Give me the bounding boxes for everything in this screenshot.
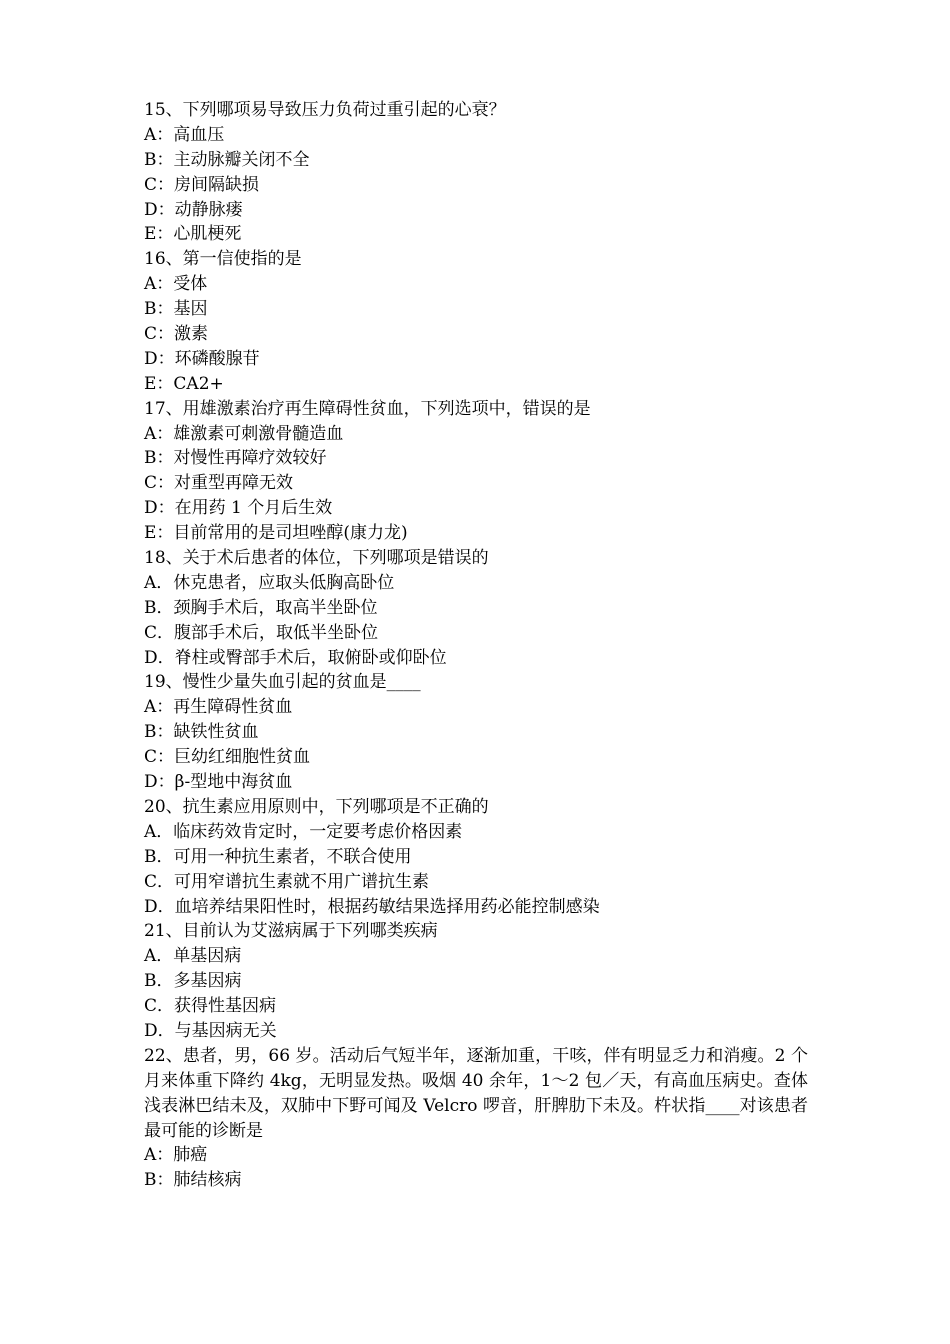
- answer-option: A．临床药效肯定时，一定要考虑价格因素: [144, 821, 463, 842]
- answer-option: A：肺癌: [144, 1145, 208, 1166]
- question-stem: 19、慢性少量失血引起的贫血是____: [144, 672, 421, 693]
- answer-option: B：基因: [144, 299, 208, 320]
- question-stem: 18、关于术后患者的体位，下列哪项是错误的: [144, 548, 489, 569]
- answer-option: B．多基因病: [144, 971, 242, 992]
- question-stem: 16、第一信使指的是: [144, 249, 302, 270]
- answer-option: D：环磷酸腺苷: [144, 348, 260, 369]
- question-stem: 20、抗生素应用原则中，下列哪项是不正确的: [144, 796, 489, 817]
- answer-option: C．获得性基因病: [144, 996, 277, 1017]
- answer-option: A．单基因病: [144, 946, 242, 967]
- answer-option: A．休克患者，应取头低胸高卧位: [144, 572, 395, 593]
- answer-option: D：β-型地中海贫血: [144, 772, 293, 793]
- answer-option: E：目前常用的是司坦唑醇(康力龙): [144, 523, 408, 544]
- answer-option: B．可用一种抗生素者，不联合使用: [144, 846, 412, 867]
- answer-option: D．与基因病无关: [144, 1020, 277, 1041]
- answer-option: A：高血压: [144, 124, 225, 145]
- answer-option: B：对慢性再障疗效较好: [144, 448, 327, 469]
- answer-option: D：动静脉瘘: [144, 199, 243, 220]
- answer-option: B：主动脉瓣关闭不全: [144, 149, 310, 170]
- answer-option: B：肺结核病: [144, 1170, 242, 1191]
- answer-option: C．可用窄谱抗生素就不用广谱抗生素: [144, 871, 430, 892]
- answer-option: D．脊柱或臀部手术后，取俯卧或仰卧位: [144, 647, 447, 668]
- answer-option: C：房间隔缺损: [144, 174, 260, 195]
- answer-option: A：受体: [144, 274, 208, 295]
- question-stem: 21、目前认为艾滋病属于下列哪类疾病: [144, 921, 438, 942]
- answer-option: A：再生障碍性贫血: [144, 697, 293, 718]
- question-stem: 17、用雄激素治疗再生障碍性贫血，下列选项中，错误的是: [144, 398, 591, 419]
- answer-option: C．腹部手术后，取低半坐卧位: [144, 622, 379, 643]
- answer-option: C：对重型再障无效: [144, 473, 294, 494]
- answer-option: C：激素: [144, 324, 209, 345]
- answer-option: E：心肌梗死: [144, 224, 242, 245]
- question-stem: 15、下列哪项易导致压力负荷过重引起的心衰？: [144, 100, 506, 120]
- answer-option: E：CA2+: [144, 373, 224, 394]
- answer-option: C：巨幼红细胞性贫血: [144, 747, 311, 768]
- answer-option: B．颈胸手术后，取高半坐卧位: [144, 597, 378, 618]
- answer-option: A：雄激素可刺激骨髓造血: [144, 423, 344, 444]
- question-stem: 22、患者，男，66 岁。活动后气短半年，逐渐加重，干咳，伴有明显乏力和消瘦。2 个月来体重下降约 4kg，无明显发热。吸烟 40 余年，1～2 包／天，有高血压病史。查体浅表淋巴结未及，双肺中下野可闻及 Velcro 啰音，肝脾肋下未及。杵状指____对该患者最可能的诊断是: [144, 1045, 808, 1141]
- answer-option: B：缺铁性贫血: [144, 722, 259, 743]
- answer-option: D：在用药 1 个月后生效: [144, 498, 333, 519]
- question-list: [144, 98, 808, 1193]
- answer-option: D．血培养结果阳性时，根据药敏结果选择用药必能控制感染: [144, 896, 600, 917]
